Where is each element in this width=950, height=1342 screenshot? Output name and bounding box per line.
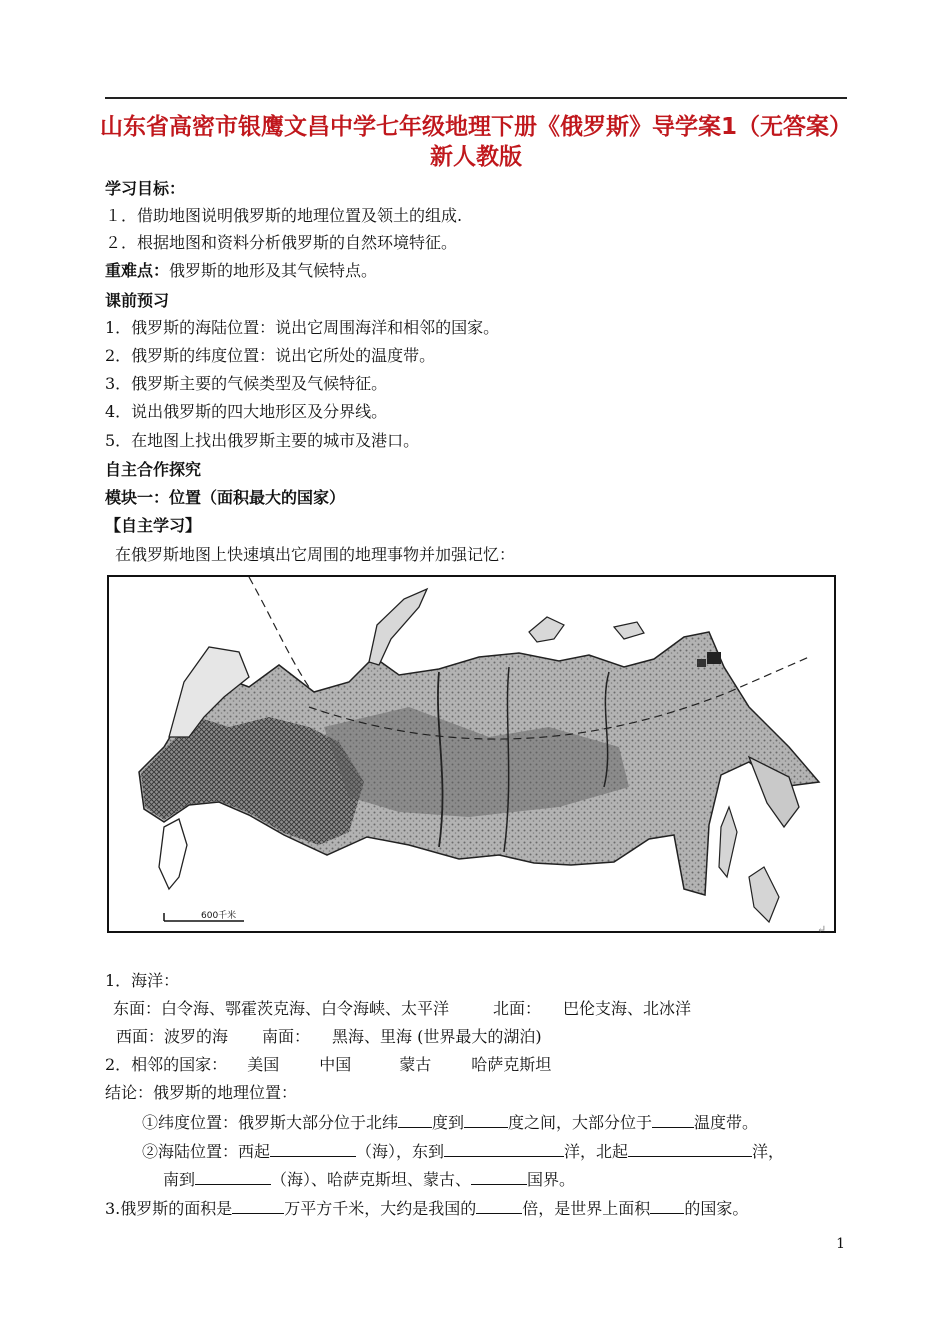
latitude-text: ①纬度位置：俄罗斯大部分位于北纬	[142, 1113, 399, 1132]
document-title: 山东省高密市银鹰文昌中学七年级地理下册《俄罗斯》导学案1（无答案） 新人教版	[100, 114, 853, 170]
oceans-east-north	[113, 998, 691, 1020]
module-heading: 模块一：位置（面积最大的国家）	[105, 488, 346, 507]
key-point-text: 俄罗斯的地形及其气候特点。	[169, 261, 378, 280]
south-text: 国界。	[527, 1170, 576, 1189]
south-label: 南面：	[262, 1027, 311, 1046]
page-number: 1	[836, 1236, 845, 1252]
area-text: 倍，是世界上面积	[522, 1199, 651, 1218]
blank-field[interactable]	[471, 1168, 527, 1185]
blank-field[interactable]	[398, 1111, 432, 1128]
caspian-sea	[159, 819, 187, 889]
explore-heading: 自主合作探究	[105, 460, 202, 479]
oceans-heading: 1．海洋：	[105, 971, 180, 990]
area-text: 3.俄罗斯的面积是	[105, 1199, 233, 1218]
latitude-text: 度之间，大部分位于	[508, 1113, 653, 1132]
west-label: 西面：	[116, 1027, 165, 1046]
self-study-label: 【自主学习】	[105, 516, 202, 535]
south-text: 南到	[163, 1170, 196, 1189]
sea-land-text: 洋，北起	[564, 1142, 629, 1161]
blank-field[interactable]	[444, 1140, 564, 1157]
header-rule	[105, 97, 847, 99]
sea-land-text: 洋，	[752, 1142, 785, 1161]
neighbor-country: 美国	[247, 1055, 280, 1074]
west-text: 波罗的海	[164, 1027, 229, 1046]
blank-field[interactable]	[628, 1140, 752, 1157]
russia-map	[107, 575, 836, 933]
objective-item: ２．根据地图和资料分析俄罗斯的自然环境特征。	[105, 233, 458, 252]
sea-land-text: ②海陆位置：西起	[142, 1142, 271, 1161]
return-mark: ↵	[817, 923, 827, 936]
latitude-line	[142, 1111, 758, 1134]
area-text: 的国家。	[684, 1199, 749, 1218]
key-point-line	[105, 260, 377, 282]
blank-field[interactable]	[270, 1140, 356, 1157]
south-border-line	[163, 1168, 575, 1191]
blank-field[interactable]	[464, 1111, 508, 1128]
preview-item: 1．俄罗斯的海陆位置：说出它周围海洋和相邻的国家。	[105, 318, 500, 337]
blank-field[interactable]	[195, 1168, 271, 1185]
oceans-west-south	[116, 1026, 542, 1048]
sea-land-text: （海），东到	[356, 1142, 445, 1161]
preview-item: 5．在地图上找出俄罗斯主要的城市及港口。	[105, 431, 420, 450]
russia-map-svg	[109, 577, 834, 931]
area-text: 万平方千米，大约是我国的	[284, 1199, 477, 1218]
north-text: 巴伦支海、北冰洋	[563, 999, 692, 1018]
objectives-heading: 学习目标：	[105, 179, 186, 198]
area-line	[105, 1197, 748, 1220]
conclusion-heading: 结论：俄罗斯的地理位置：	[105, 1083, 298, 1102]
neighbors-line	[105, 1054, 551, 1076]
blank-field[interactable]	[476, 1197, 522, 1214]
east-text: 白令海、鄂霍茨克海、白令海峡、太平洋	[161, 999, 450, 1018]
neighbor-country: 蒙古	[399, 1055, 432, 1074]
sea-land-line	[142, 1140, 784, 1163]
east-label: 东面：	[113, 999, 162, 1018]
south-text: 黑海、里海 (世界最大的湖泊)	[332, 1027, 542, 1046]
latitude-text: 度到	[432, 1113, 465, 1132]
preview-heading: 课前预习	[105, 291, 170, 310]
preview-item: 2．俄罗斯的纬度位置：说出它所处的温度带。	[105, 346, 436, 365]
blank-field[interactable]	[652, 1111, 694, 1128]
objective-item: １．借助地图说明俄罗斯的地理位置及领土的组成.	[105, 206, 463, 225]
neighbor-country: 中国	[319, 1055, 352, 1074]
blank-field[interactable]	[232, 1197, 284, 1214]
map-instruction: 在俄罗斯地图上快速填出它周围的地理事物并加强记忆：	[115, 545, 516, 564]
south-text: （海）、哈萨克斯坦、蒙古、	[271, 1170, 472, 1189]
preview-item: 3．俄罗斯主要的气候类型及气候特征。	[105, 374, 388, 393]
north-label: 北面：	[493, 999, 542, 1018]
blank-field[interactable]	[650, 1197, 684, 1214]
scale-label: 600千米	[201, 911, 237, 921]
key-point-label: 重难点：	[105, 261, 170, 280]
latitude-text: 温度带。	[694, 1113, 759, 1132]
neighbor-country: 哈萨克斯坦	[471, 1055, 552, 1074]
neighbors-label: 2．相邻的国家：	[105, 1055, 228, 1074]
preview-item: 4．说出俄罗斯的四大地形区及分界线。	[105, 402, 388, 421]
novaya-zemlya	[369, 589, 427, 665]
